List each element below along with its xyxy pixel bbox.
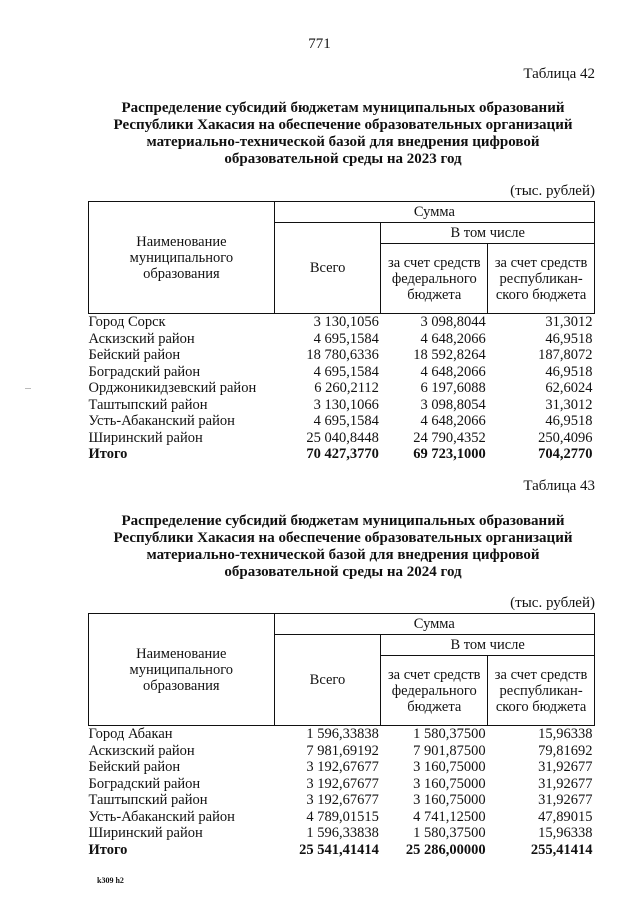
cell-total: 25 040,8448 (306, 429, 379, 446)
total-row (89, 446, 595, 463)
scan-mark (25, 388, 31, 389)
cell-republic: 31,92677 (538, 792, 593, 808)
cell-republic: 46,9518 (545, 413, 593, 429)
cell-name: Орджоникидзевский район (88, 380, 257, 396)
cell-name: Аскизский район (88, 742, 195, 759)
cell-total: 1 596,33838 (306, 825, 379, 841)
total-row (89, 842, 595, 859)
cell-republic: 250,4096 (538, 429, 593, 446)
table-row (89, 413, 595, 430)
cell-republic: 31,92677 (538, 759, 593, 775)
header-sum: Сумма (274, 614, 594, 635)
cell-federal: 4 648,2066 (420, 413, 486, 429)
cell-republic: 31,92677 (538, 775, 593, 792)
cell-total: 1 596,33838 (306, 726, 379, 742)
cell-total: 3 130,1056 (313, 314, 379, 330)
cell-republic: 15,96338 (538, 726, 593, 742)
table-row (89, 347, 595, 364)
cell-name: Боградский район (88, 775, 201, 792)
table-row (89, 331, 595, 348)
cell-federal: 6 197,6088 (420, 380, 486, 396)
footer-code: k309 h2 (97, 876, 124, 885)
cell-name: Город Сорск (88, 314, 166, 330)
table-42-label: Таблица 42 (523, 66, 595, 82)
cell-total: 70 427,3770 (306, 446, 379, 462)
table-43-body (89, 726, 595, 859)
table-row (89, 364, 595, 381)
page-number: 771 (308, 36, 331, 52)
cell-republic: 79,81692 (538, 742, 593, 759)
cell-total: 4 695,1584 (313, 363, 379, 380)
cell-republic: 62,6024 (545, 380, 593, 396)
header-republic: за счет средств республикан-ского бюджета (488, 244, 595, 314)
cell-republic: 46,9518 (545, 363, 593, 380)
cell-name: Город Абакан (88, 726, 173, 742)
cell-name: Ширинский район (88, 825, 203, 841)
cell-name: Бейский район (88, 347, 181, 363)
header-name: Наименование муниципального образования (89, 614, 275, 726)
header-including: В том числе (381, 223, 595, 244)
cell-name: Бейский район (88, 759, 181, 775)
title-line: Распределение субсидий бюджетам муниципальных образований (121, 513, 565, 529)
header-republic: за счет средств республикан-ского бюджета (488, 656, 595, 726)
cell-republic: 47,89015 (538, 808, 593, 825)
table-43-unit: (тыс. рублей) (510, 595, 595, 611)
cell-total: 4 789,01515 (306, 808, 379, 825)
cell-name: Аскизский район (88, 330, 195, 347)
table-43-title (88, 513, 598, 581)
cell-republic: 15,96338 (538, 825, 593, 841)
cell-total: 3 192,67677 (306, 792, 379, 808)
cell-republic: 31,3012 (545, 396, 593, 413)
title-line: материально-технической базой для внедрения цифровой (146, 547, 540, 563)
cell-total: 6 260,2112 (314, 380, 379, 396)
cell-federal: 1 580,37500 (413, 825, 486, 841)
title-line: образовательной среды на 2024 год (224, 564, 462, 580)
table-43 (88, 613, 595, 858)
cell-total: 4 695,1584 (313, 413, 379, 429)
table-row (89, 825, 595, 842)
header-federal: за счет средств федерального бюджета (381, 656, 488, 726)
table-row (89, 380, 595, 397)
header-sum: Сумма (274, 202, 594, 223)
cell-federal: 18 592,8264 (413, 347, 486, 363)
cell-total: 3 192,67677 (306, 775, 379, 792)
cell-federal: 3 098,8044 (420, 314, 486, 330)
cell-republic: 255,41414 (530, 841, 593, 858)
cell-total: 3 130,1066 (313, 396, 379, 413)
table-42-unit: (тыс. рублей) (510, 183, 595, 199)
header-federal: за счет средств федерального бюджета (381, 244, 488, 314)
cell-total: 3 192,67677 (306, 759, 379, 775)
cell-republic: 187,8072 (538, 347, 593, 363)
cell-federal: 3 160,75000 (413, 775, 486, 792)
table-row (89, 792, 595, 809)
cell-name: Усть-Абаканский район (88, 413, 235, 429)
cell-name: Таштыпский район (88, 396, 208, 413)
title-line: материально-технической базой для внедрения цифровой (146, 134, 540, 150)
header-total: Всего (274, 635, 381, 726)
cell-name: Итого (88, 446, 128, 462)
cell-federal: 1 580,37500 (413, 726, 486, 742)
cell-name: Таштыпский район (88, 792, 208, 808)
cell-republic: 46,9518 (545, 330, 593, 347)
cell-republic: 704,2770 (538, 446, 593, 462)
cell-federal: 3 160,75000 (413, 759, 486, 775)
cell-federal: 69 723,1000 (413, 446, 486, 462)
title-line: Республики Хакасия на обеспечение образовательных организаций (113, 530, 573, 546)
cell-name: Боградский район (88, 363, 201, 380)
header-including: В том числе (381, 635, 595, 656)
table-row (89, 726, 595, 743)
table-43-label: Таблица 43 (523, 478, 595, 494)
cell-federal: 7 901,87500 (413, 742, 486, 759)
cell-total: 25 541,41414 (299, 841, 379, 858)
cell-total: 7 981,69192 (306, 742, 379, 759)
cell-federal: 3 098,8054 (420, 396, 486, 413)
table-42-title (88, 100, 598, 168)
table-row (89, 743, 595, 760)
header-name: Наименование муниципального образования (89, 202, 275, 314)
cell-federal: 4 648,2066 (420, 363, 486, 380)
cell-name: Ширинский район (88, 429, 203, 446)
table-row (89, 430, 595, 447)
title-line: Распределение субсидий бюджетам муниципальных образований (121, 100, 565, 116)
table-row (89, 776, 595, 793)
title-line: образовательной среды на 2023 год (224, 151, 462, 167)
table-42 (88, 201, 595, 463)
cell-republic: 31,3012 (545, 314, 593, 330)
table-row (89, 314, 595, 331)
cell-federal: 4 648,2066 (420, 330, 486, 347)
table-row (89, 809, 595, 826)
cell-federal: 24 790,4352 (413, 429, 486, 446)
table-row (89, 759, 595, 776)
header-total: Всего (274, 223, 381, 314)
cell-federal: 4 741,12500 (413, 808, 486, 825)
cell-total: 18 780,6336 (306, 347, 379, 363)
cell-federal: 3 160,75000 (413, 792, 486, 808)
cell-name: Итого (88, 841, 128, 858)
title-line: Республики Хакасия на обеспечение образовательных организаций (113, 117, 573, 133)
table-row (89, 397, 595, 414)
cell-federal: 25 286,00000 (405, 841, 486, 858)
cell-name: Усть-Абаканский район (88, 808, 235, 825)
table-42-body (89, 314, 595, 463)
cell-total: 4 695,1584 (313, 330, 379, 347)
